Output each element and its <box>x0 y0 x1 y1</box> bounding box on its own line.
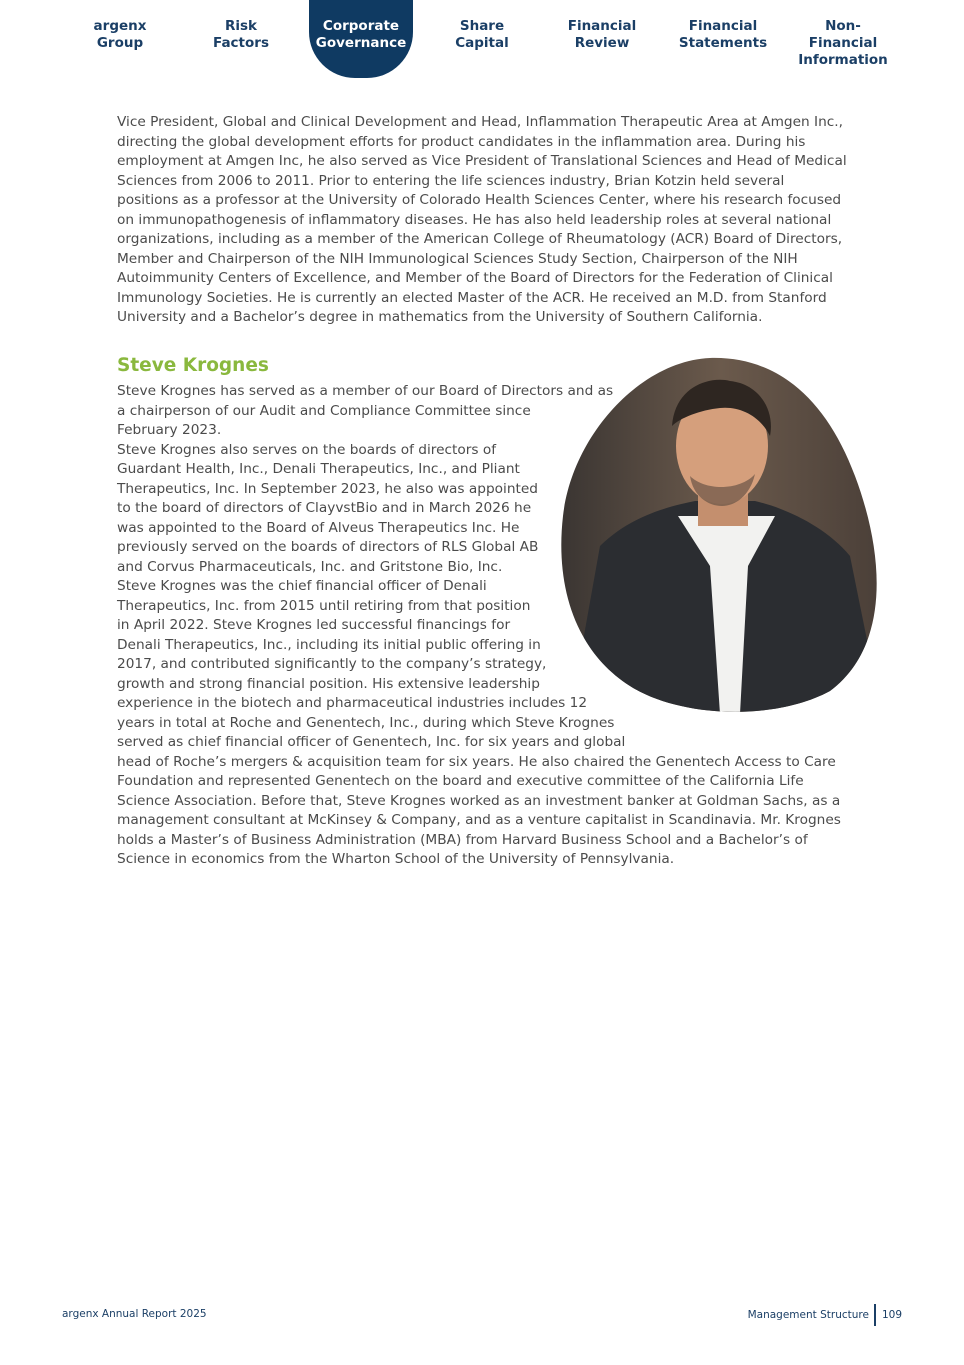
tab-label-line1: argenx <box>93 18 147 34</box>
tab-label-line1: Financial <box>567 18 637 34</box>
footer-divider <box>874 1304 876 1326</box>
intro-paragraph: Vice President, Global and Clinical Development and Head, Inflammation Therapeutic Area at Amgen Inc., directing the global development efforts for product candidates in the inflammation area. During his employment at Amgen Inc, he also served as Vice President of Translational Sciences and Head of Medical Sciences from 2006 to 2011. Prior to entering the life sciences industry, Brian Kotzin held several positions as a professor at the University of Colorado Health Sciences Center, where his research focused on immunopathogenesis of inflammatory diseases. He has also held leadership roles at several national organizations, including as a member of the American College of Rheumatology (ACR) Board of Directors, Member and Chairperson of the NIH Immunological Sciences Study Section, Chairperson of the NIH Autoimmunity Centers of Excellence, and Member of the Board of Directors for the Federation of Clinical Immunology Societies. He is currently an elected Master of the ACR. He received an M.D. from Stanford University and a Bachelor’s degree in mathematics from the University of Southern California. <box>117 114 847 325</box>
photo-wrap-spacer <box>529 356 847 738</box>
tab-label-line2: Statements <box>678 35 768 51</box>
tab-label-line2: Review <box>574 35 630 51</box>
bio-part-2: Steve Krognes also serves on the boards of directors of Guardant Health, Inc., Denali Therapeutics, Inc., and Pliant Therapeutics, Inc. In September 2023, he also was appointed to the board of directors of ClayvstBio and in March 2026 he was appointed to the Board of Alveus Therapeutics Inc. He previously served on the boards of directors of RLS Global AB and Corvus Pharmaceuticals, Inc. and Gritstone Bio, Inc. Steve Krognes was the chief financial officer of Denali Therapeutics, Inc. from 2015 until retiring from that position in April 2022. Steve Krognes led successful financings for Denali Therapeutics, Inc., including its initial public offering in 2017, and contributed significantly to the company’s strategy, growth and strong financial position. His extensive leadership experience in the biotech and pharmaceutical industries includes 12 years in total at Roche and Genentech, Inc., during which Steve Krognes served as chief financial officer of Genentech, Inc. for six years and global head of Roche’s mergers & acquisition team for six years. He also chaired the Genentech Access to Care Foundation and represented Genentech on the board and executive committee of the California Life Science Association. Before that, Steve Krognes worked as an investment banker at Goldman Sachs, as a management consultant at McKinsey & Company, and as a venture capitalist in Scandinavia. Mr. Krognes holds a Master’s of Business Administration (MBA) from Harvard Business School and a Bachelor’s of Science in economics from the Wharton School of the University of Pennsylvania. <box>117 441 841 867</box>
tab-label-line1: Share <box>459 18 505 34</box>
tab-label-line2: Governance <box>315 35 407 51</box>
footer-report-title: argenx Annual Report 2025 <box>62 1308 207 1320</box>
tab-label-line1: Non-Financial <box>808 18 878 51</box>
tab-risk-factors[interactable] <box>189 0 293 78</box>
tab-financial-statements[interactable] <box>671 0 775 78</box>
tab-label-line1: Risk <box>224 18 258 34</box>
footer-page-info <box>748 1304 902 1326</box>
top-navigation <box>60 0 903 80</box>
profile-name: Steve Krognes <box>117 355 269 376</box>
tab-corporate-governance[interactable] <box>309 0 413 78</box>
tab-label-line1: Corporate <box>322 18 400 34</box>
tab-financial-review[interactable] <box>550 0 654 78</box>
profile-bio <box>117 382 847 870</box>
tab-argenx-group[interactable] <box>68 0 172 78</box>
tab-share-capital[interactable] <box>430 0 534 78</box>
tab-label-line2: Capital <box>455 35 509 51</box>
bio-part-1: Steve Krognes has served as a member of our Board of Directors and as a chairperson of our Audit and Compliance Committee since February 2023. <box>117 383 614 438</box>
tab-label-line2: Factors <box>213 35 269 51</box>
tab-label-line2: Group <box>96 35 144 51</box>
footer-section: Management Structure <box>747 1309 869 1321</box>
page-number: 109 <box>881 1309 902 1321</box>
tab-label-line1: Financial <box>688 18 758 34</box>
tab-non-financial-information[interactable] <box>791 0 895 78</box>
tab-label-line2: Information <box>798 52 888 68</box>
